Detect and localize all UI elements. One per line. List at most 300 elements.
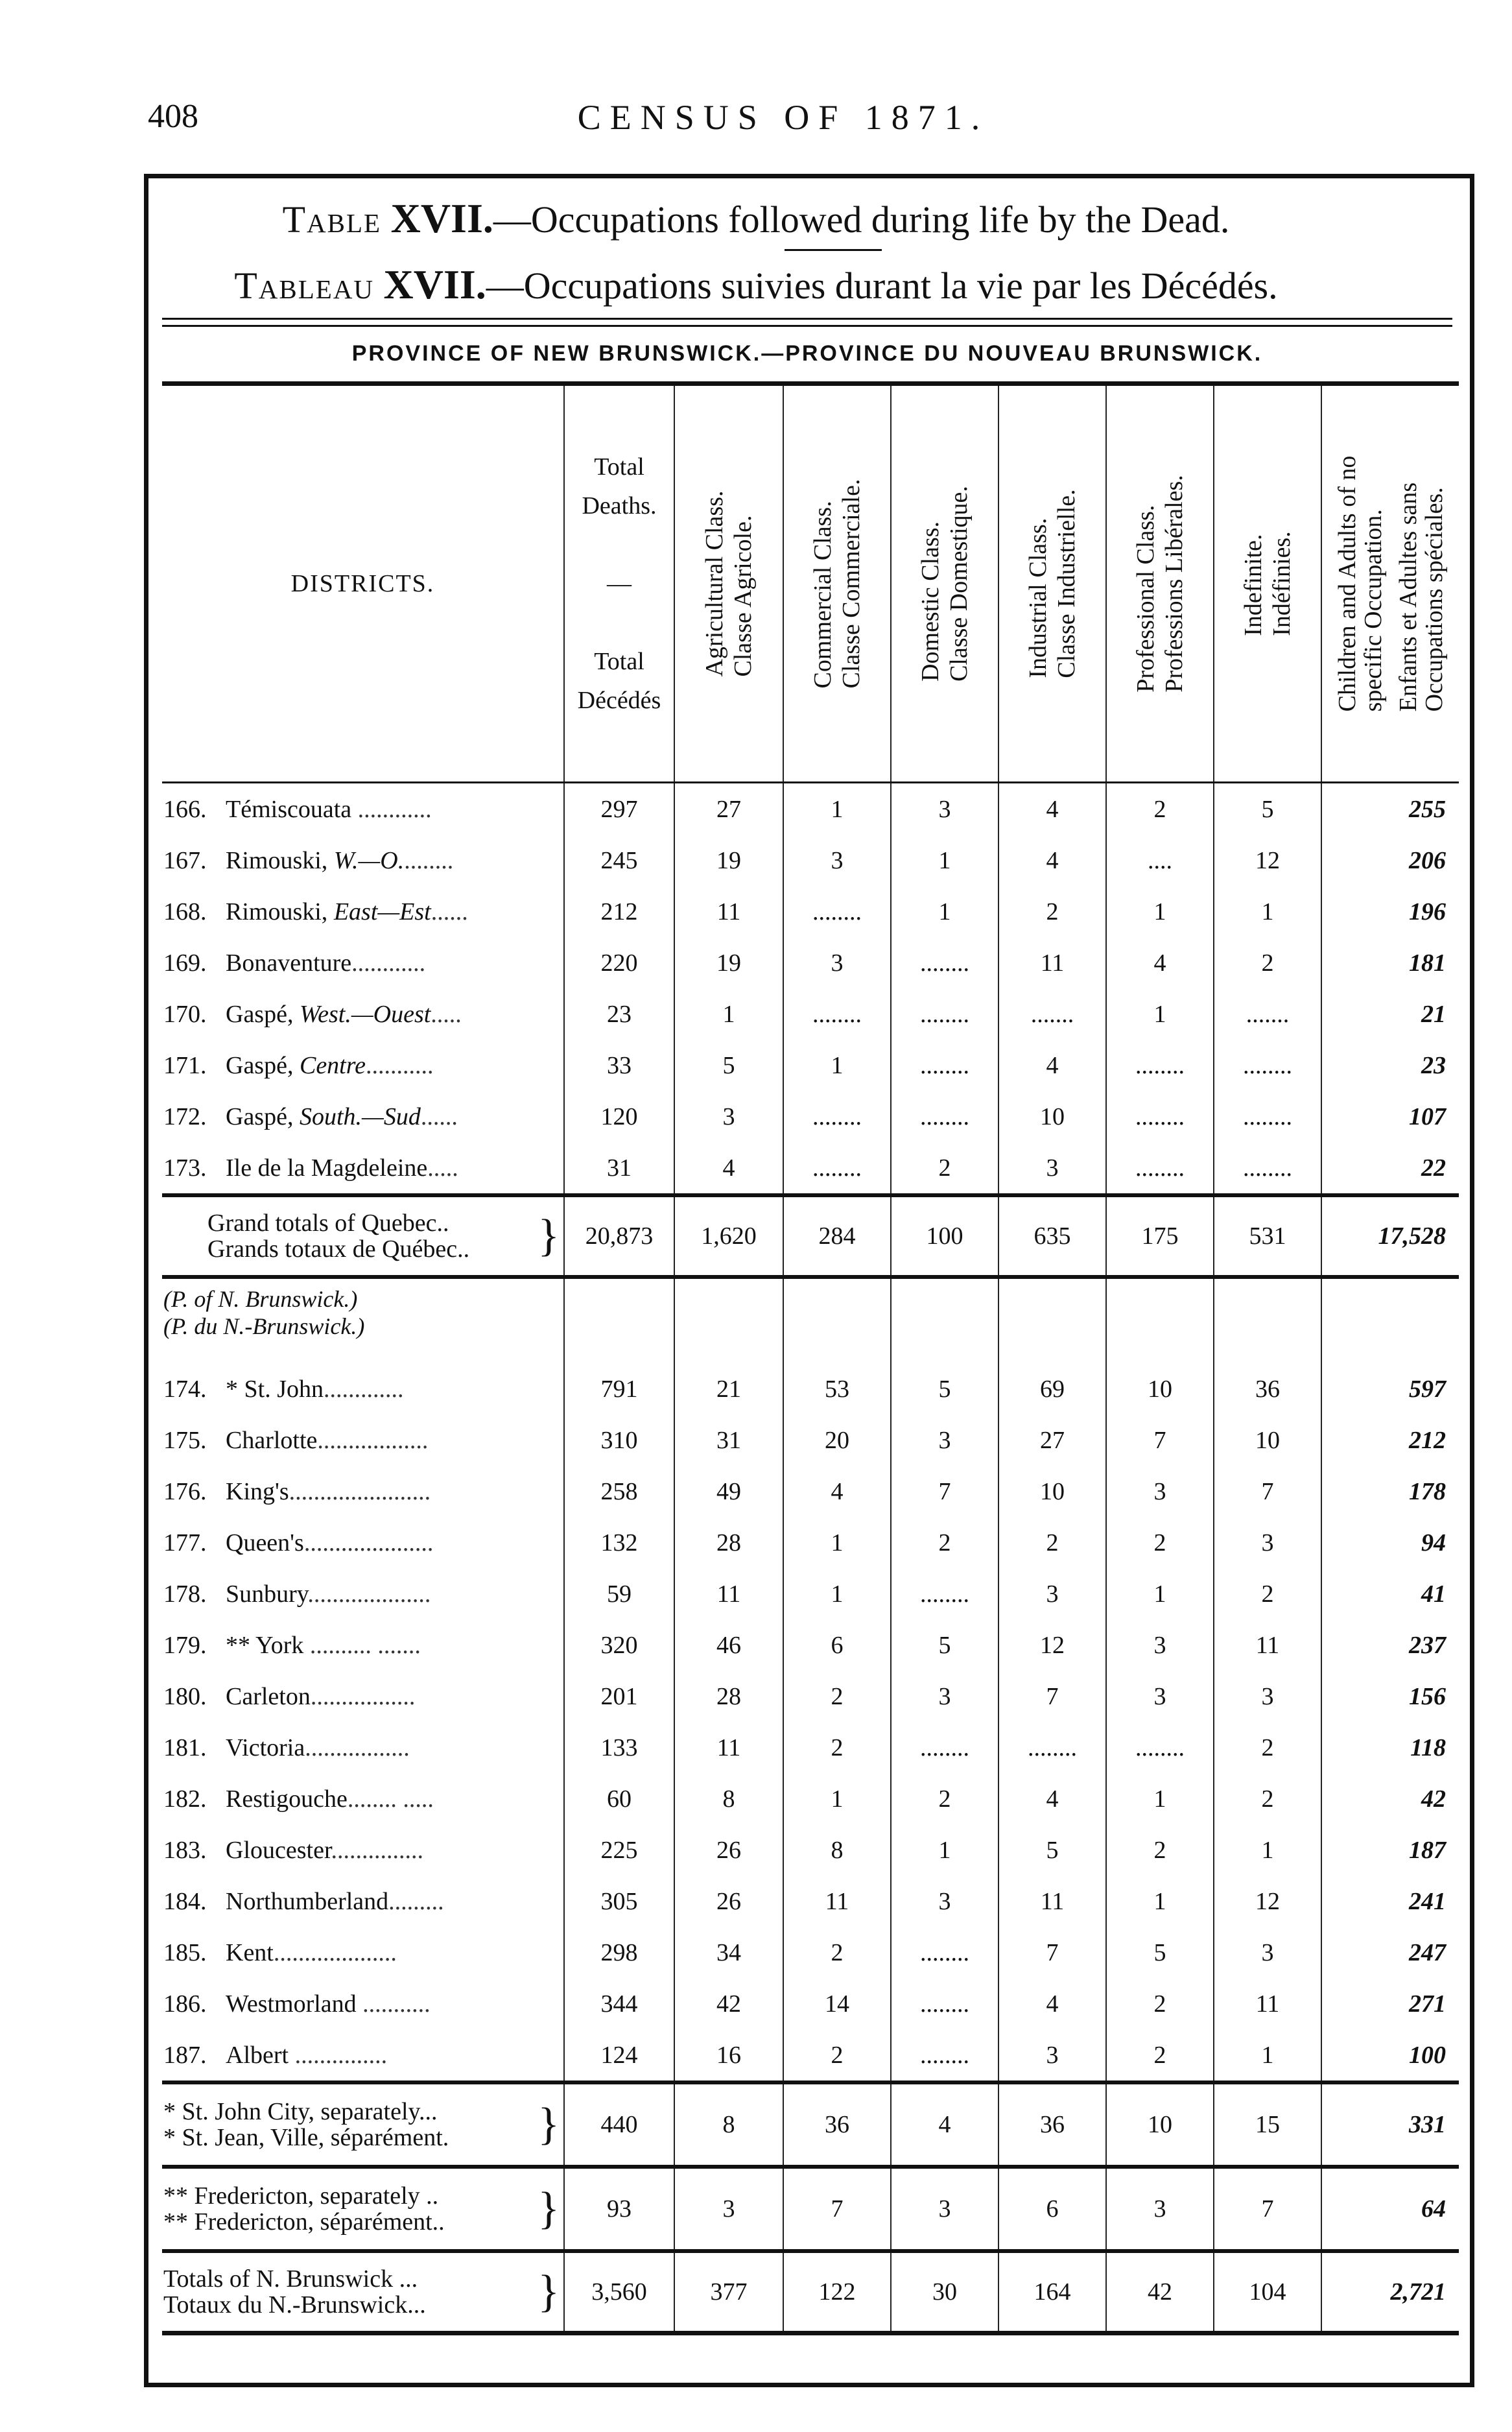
- cell-indefinite: ........: [1214, 1040, 1321, 1091]
- cell-children: 196: [1321, 886, 1459, 937]
- table-row: [162, 1671, 1459, 1722]
- cell-children: 2,721: [1321, 2251, 1459, 2333]
- row-index: 186.: [163, 1990, 207, 2018]
- district-name: [162, 2029, 564, 2082]
- cell-agricultural: 26: [674, 1876, 783, 1927]
- row-index: 179.: [163, 1631, 207, 1659]
- district-label: Queen's: [226, 1529, 304, 1556]
- cell-industrial: 11: [998, 1876, 1106, 1927]
- district-label: Kent: [226, 1938, 274, 1966]
- district-suffix: Centre: [299, 1051, 366, 1079]
- cell-total: 225: [564, 1824, 674, 1876]
- cell-children: 331: [1321, 2082, 1459, 2167]
- nb-heading-fr: (P. du N.-Brunswick.): [163, 1313, 365, 1339]
- cell-professional: 5: [1106, 1927, 1214, 1978]
- cell-professional: 2: [1106, 1978, 1214, 2029]
- quebec-totals-label: [162, 1195, 564, 1277]
- cell-indefinite: 531: [1214, 1195, 1321, 1277]
- province-heading: PROVINCE OF NEW BRUNSWICK.—PROVINCE DU NOUVEAU BRUNSWICK.: [351, 341, 1263, 366]
- district-label: King's: [226, 1477, 289, 1505]
- cell-indefinite: .......: [1214, 988, 1321, 1040]
- leader-dots: ...............: [331, 1836, 424, 1864]
- table-row: [162, 1414, 1459, 1466]
- nb-heading-en: (P. of N. Brunswick.): [163, 1286, 358, 1312]
- col-commercial-en: Commercial Class.: [809, 501, 836, 689]
- cell-commercial: 3: [783, 937, 891, 988]
- col-agricultural-en: Agricultural Class.: [701, 490, 728, 677]
- cell-professional: ........: [1106, 1142, 1214, 1195]
- cell-professional: 3: [1106, 2167, 1214, 2251]
- col-industrial-fr: Classe Industrielle.: [1053, 489, 1080, 678]
- district-name: [162, 1978, 564, 2029]
- row-index: 177.: [163, 1529, 207, 1556]
- cell-agricultural: 46: [674, 1619, 783, 1671]
- cell-total: 3,560: [564, 2251, 674, 2333]
- cell-children: 178: [1321, 1466, 1459, 1517]
- cell-industrial: 4: [998, 1773, 1106, 1824]
- nb-totals-row: [162, 2251, 1459, 2333]
- district-label: Ile de la Magdeleine: [226, 1154, 428, 1182]
- cell-commercial: 1: [783, 783, 891, 835]
- cell-professional: 175: [1106, 1195, 1214, 1277]
- cell-total: 132: [564, 1517, 674, 1568]
- cell-agricultural: 21: [674, 1363, 783, 1414]
- cell-professional: 2: [1106, 1824, 1214, 1876]
- cell-agricultural: 377: [674, 2251, 783, 2333]
- cell-children: 271: [1321, 1978, 1459, 2029]
- cell-indefinite: 11: [1214, 1619, 1321, 1671]
- cell-commercial: 20: [783, 1414, 891, 1466]
- cell-industrial: 2: [998, 1517, 1106, 1568]
- col-total-fr: Total Décédés: [577, 648, 661, 714]
- table-row: [162, 1363, 1459, 1414]
- district-name: [162, 1414, 564, 1466]
- leader-dots: .................: [305, 1734, 410, 1761]
- cell-domestic: ........: [891, 1978, 998, 2029]
- cell-domestic: 3: [891, 783, 998, 835]
- cell-total: 33: [564, 1040, 674, 1091]
- table-row: [162, 1619, 1459, 1671]
- cell-industrial: 4: [998, 835, 1106, 886]
- district-label: Rimouski,: [226, 846, 334, 874]
- row-index: 187.: [163, 2041, 207, 2069]
- cell-indefinite: 7: [1214, 2167, 1321, 2251]
- cell-children: 64: [1321, 2167, 1459, 2251]
- cell-industrial: 5: [998, 1824, 1106, 1876]
- table-row: [162, 835, 1459, 886]
- leader-dots: .........: [388, 1887, 444, 1915]
- col-total: [564, 384, 674, 783]
- title-roman-fr: XVII.: [383, 261, 486, 307]
- district-name: [162, 1363, 564, 1414]
- district-label: Charlotte: [226, 1426, 318, 1454]
- district-label: Sunbury: [226, 1580, 308, 1608]
- col-districts: DISTRICTS.: [162, 384, 564, 783]
- cell-commercial: 6: [783, 1619, 891, 1671]
- leader-dots: .............: [323, 1375, 404, 1403]
- cell-indefinite: ........: [1214, 1091, 1321, 1142]
- cell-commercial: 2: [783, 1722, 891, 1773]
- cell-industrial: 3: [998, 1568, 1106, 1619]
- nb-totals-label: [162, 2251, 564, 2333]
- district-label: Gaspé,: [226, 1103, 300, 1130]
- cell-professional: 4: [1106, 937, 1214, 988]
- row-index: 171.: [163, 1051, 207, 1079]
- col-commercial: [783, 384, 891, 783]
- district-name: [162, 1091, 564, 1142]
- col-professional-fr: Professions Libérales.: [1161, 475, 1188, 693]
- cell-total: 245: [564, 835, 674, 886]
- cell-industrial: 3: [998, 2029, 1106, 2082]
- row-index: 174.: [163, 1375, 207, 1403]
- district-suffix: East—Est: [333, 898, 431, 925]
- cell-domestic: 30: [891, 2251, 998, 2333]
- cell-indefinite: 15: [1214, 2082, 1321, 2167]
- cell-professional: 2: [1106, 1517, 1214, 1568]
- col-professional-en: Professional Class.: [1132, 505, 1159, 693]
- col-industrial-en: Industrial Class.: [1024, 518, 1052, 678]
- cell-children: 42: [1321, 1773, 1459, 1824]
- row-index: 181.: [163, 1734, 207, 1761]
- cell-professional: 2: [1106, 783, 1214, 835]
- district-name: [162, 1773, 564, 1824]
- cell-children: 212: [1321, 1414, 1459, 1466]
- cell-total: 258: [564, 1466, 674, 1517]
- cell-domestic: 2: [891, 1142, 998, 1195]
- cell-agricultural: 5: [674, 1040, 783, 1091]
- table-row: [162, 1722, 1459, 1773]
- col-domestic-en: Domestic Class.: [917, 521, 944, 682]
- cell-commercial: 1: [783, 1568, 891, 1619]
- cell-agricultural: 11: [674, 1722, 783, 1773]
- page-header: [148, 91, 1419, 143]
- row-index: 182.: [163, 1785, 207, 1813]
- cell-industrial: 3: [998, 1142, 1106, 1195]
- table-row: [162, 1517, 1459, 1568]
- cell-industrial: 27: [998, 1414, 1106, 1466]
- district-name: [162, 1722, 564, 1773]
- table-row: [162, 1466, 1459, 1517]
- double-rule: [162, 318, 1452, 327]
- cell-agricultural: 1: [674, 988, 783, 1040]
- district-name: [162, 1619, 564, 1671]
- cell-total: 133: [564, 1722, 674, 1773]
- row-index: 184.: [163, 1887, 207, 1915]
- cell-professional: 7: [1106, 1414, 1214, 1466]
- leader-dots: .....................: [303, 1529, 434, 1556]
- cell-commercial: 11: [783, 1876, 891, 1927]
- table-row: [162, 1824, 1459, 1876]
- table-row: [162, 886, 1459, 937]
- cell-total: 124: [564, 2029, 674, 2082]
- cell-industrial: 10: [998, 1466, 1106, 1517]
- cell-children: 23: [1321, 1040, 1459, 1091]
- cell-domestic: ........: [891, 988, 998, 1040]
- cell-domestic: ........: [891, 1927, 998, 1978]
- cell-agricultural: 42: [674, 1978, 783, 2029]
- cell-domestic: 4: [891, 2082, 998, 2167]
- cell-domestic: 5: [891, 1363, 998, 1414]
- col-total-en: Total Deaths.: [582, 453, 657, 519]
- cell-domestic: ........: [891, 937, 998, 988]
- col-children-en-2: specific Occupation.: [1359, 509, 1387, 712]
- cell-professional: ........: [1106, 1091, 1214, 1142]
- cell-agricultural: 28: [674, 1517, 783, 1568]
- district-suffix: South.—Sud: [299, 1103, 421, 1130]
- table-row: [162, 1927, 1459, 1978]
- district-label: Témiscouata: [226, 795, 352, 823]
- cell-industrial: 7: [998, 1671, 1106, 1722]
- cell-agricultural: 3: [674, 2167, 783, 2251]
- cell-children: 41: [1321, 1568, 1459, 1619]
- cell-commercial: ........: [783, 886, 891, 937]
- district-label: Northumberland: [226, 1887, 389, 1915]
- cell-domestic: ........: [891, 1722, 998, 1773]
- cell-children: 118: [1321, 1722, 1459, 1773]
- title-french: [0, 261, 1512, 309]
- row-index: 169.: [163, 949, 207, 977]
- cell-domestic: ........: [891, 1568, 998, 1619]
- city-label-fr: * St. Jean, Ville, séparément.: [163, 2124, 449, 2151]
- cell-industrial: 11: [998, 937, 1106, 988]
- cell-professional: 3: [1106, 1671, 1214, 1722]
- cell-commercial: 36: [783, 2082, 891, 2167]
- col-children: [1321, 384, 1459, 783]
- leader-dots: ......: [420, 1103, 458, 1130]
- row-index: 183.: [163, 1836, 207, 1864]
- cell-indefinite: 10: [1214, 1414, 1321, 1466]
- cell-domestic: 1: [891, 835, 998, 886]
- cell-domestic: 3: [891, 1876, 998, 1927]
- city-row-fredericton: [162, 2167, 1459, 2251]
- row-index: 176.: [163, 1477, 207, 1505]
- district-label: Carleton: [226, 1682, 311, 1710]
- cell-commercial: 1: [783, 1773, 891, 1824]
- district-name: [162, 1568, 564, 1619]
- row-index: 175.: [163, 1426, 207, 1454]
- cell-total: 59: [564, 1568, 674, 1619]
- cell-commercial: 2: [783, 1927, 891, 1978]
- table-row: [162, 988, 1459, 1040]
- cell-agricultural: 1,620: [674, 1195, 783, 1277]
- city-label-en: * St. John City, separately...: [163, 2098, 438, 2125]
- col-agricultural-fr: Classe Agricole.: [729, 515, 757, 677]
- col-children-en-1: Children and Adults of no: [1333, 455, 1361, 712]
- col-total-dash: —: [607, 570, 632, 597]
- cell-agricultural: 27: [674, 783, 783, 835]
- cell-indefinite: 11: [1214, 1978, 1321, 2029]
- district-name: [162, 1876, 564, 1927]
- cell-children: 241: [1321, 1876, 1459, 1927]
- cell-professional: 1: [1106, 886, 1214, 937]
- cell-total: 93: [564, 2167, 674, 2251]
- cell-total: 212: [564, 886, 674, 937]
- district-label: Gaspé,: [226, 1051, 300, 1079]
- table-row: [162, 1568, 1459, 1619]
- cell-children: 22: [1321, 1142, 1459, 1195]
- cell-total: 298: [564, 1927, 674, 1978]
- cell-professional: 1: [1106, 1773, 1214, 1824]
- leader-dots: ...........: [356, 1990, 431, 2018]
- cell-industrial: 4: [998, 1978, 1106, 2029]
- quebec-totals-en: Grand totals of Quebec..: [207, 1210, 449, 1237]
- cell-commercial: 284: [783, 1195, 891, 1277]
- cell-professional: 1: [1106, 1568, 1214, 1619]
- cell-professional: 42: [1106, 2251, 1214, 2333]
- cell-indefinite: 5: [1214, 783, 1321, 835]
- district-suffix: W.—O.: [333, 846, 405, 874]
- district-suffix: West.—Ouest: [299, 1000, 431, 1028]
- table-row: [162, 1978, 1459, 2029]
- table-row: [162, 783, 1459, 835]
- table-row: [162, 2029, 1459, 2082]
- district-name: [162, 937, 564, 988]
- cell-agricultural: 16: [674, 2029, 783, 2082]
- col-domestic-fr: Classe Domestique.: [945, 486, 973, 682]
- cell-agricultural: 3: [674, 1091, 783, 1142]
- district-label: Gloucester: [226, 1836, 331, 1864]
- occupations-table: [162, 381, 1459, 2335]
- col-children-fr-1: Enfants et Adultes sans: [1394, 482, 1422, 712]
- row-index: 185.: [163, 1938, 207, 1966]
- cell-commercial: 1: [783, 1040, 891, 1091]
- brace: }: [537, 2099, 560, 2149]
- title-label-fr: Tableau: [234, 265, 375, 307]
- leader-dots: ..................: [317, 1426, 429, 1454]
- cell-commercial: 53: [783, 1363, 891, 1414]
- cell-indefinite: 2: [1214, 937, 1321, 988]
- leader-dots: .................: [310, 1682, 416, 1710]
- cell-agricultural: 4: [674, 1142, 783, 1195]
- cell-children: 247: [1321, 1927, 1459, 1978]
- cell-indefinite: 3: [1214, 1671, 1321, 1722]
- cell-children: 187: [1321, 1824, 1459, 1876]
- district-name: [162, 1517, 564, 1568]
- district-name: [162, 1671, 564, 1722]
- cell-industrial: ........: [998, 1722, 1106, 1773]
- cell-domestic: 1: [891, 1824, 998, 1876]
- col-indefinite-fr: Indéfinies.: [1268, 531, 1295, 636]
- row-index: 167.: [163, 846, 207, 874]
- cell-indefinite: 2: [1214, 1568, 1321, 1619]
- leader-dots: .......... .......: [303, 1631, 421, 1659]
- cell-agricultural: 19: [674, 835, 783, 886]
- cell-domestic: 1: [891, 886, 998, 937]
- table-row: [162, 1040, 1459, 1091]
- quebec-totals-row: [162, 1195, 1459, 1277]
- cell-industrial: 164: [998, 2251, 1106, 2333]
- district-label: Albert: [226, 2041, 289, 2069]
- leader-dots: ............: [351, 795, 432, 823]
- cell-professional: 10: [1106, 1363, 1214, 1414]
- district-name: [162, 783, 564, 835]
- cell-professional: 2: [1106, 2029, 1214, 2082]
- cell-industrial: 4: [998, 783, 1106, 835]
- cell-children: 237: [1321, 1619, 1459, 1671]
- city-row-st-john: [162, 2082, 1459, 2167]
- cell-children: 206: [1321, 835, 1459, 886]
- table-body: [162, 783, 1459, 2333]
- title-divider: [785, 249, 882, 251]
- cell-agricultural: 31: [674, 1414, 783, 1466]
- cell-total: 297: [564, 783, 674, 835]
- district-label: Victoria: [226, 1734, 305, 1761]
- cell-children: 597: [1321, 1363, 1459, 1414]
- cell-domestic: ........: [891, 1091, 998, 1142]
- city-label-fr: ** Fredericton, séparément..: [163, 2208, 445, 2235]
- table-row: [162, 1142, 1459, 1195]
- page-number: 408: [148, 98, 198, 135]
- leader-dots: ........ .....: [347, 1785, 434, 1813]
- cell-professional: 1: [1106, 988, 1214, 1040]
- title-text-fr: —Occupations suivies durant la vie par les Décédés.: [486, 265, 1278, 307]
- cell-children: 107: [1321, 1091, 1459, 1142]
- cell-total: 20,873: [564, 1195, 674, 1277]
- leader-dots: ...........: [365, 1051, 434, 1079]
- cell-commercial: 1: [783, 1517, 891, 1568]
- col-industrial: [998, 384, 1106, 783]
- cell-commercial: 2: [783, 2029, 891, 2082]
- cell-total: 120: [564, 1091, 674, 1142]
- district-label: * St. John: [226, 1375, 324, 1403]
- cell-agricultural: 8: [674, 2082, 783, 2167]
- cell-agricultural: 8: [674, 1773, 783, 1824]
- row-index: 170.: [163, 1000, 207, 1028]
- cell-indefinite: 1: [1214, 1824, 1321, 1876]
- col-indefinite: [1214, 384, 1321, 783]
- leader-dots: ............: [351, 949, 426, 977]
- cell-total: 440: [564, 2082, 674, 2167]
- city-label: [162, 2082, 564, 2167]
- title-text-en: —Occupations followed during life by the Dead.: [493, 198, 1230, 241]
- leader-dots: .....: [431, 1000, 462, 1028]
- cell-professional: 10: [1106, 2082, 1214, 2167]
- cell-total: 31: [564, 1142, 674, 1195]
- district-name: [162, 1040, 564, 1091]
- cell-professional: ........: [1106, 1722, 1214, 1773]
- cell-commercial: ........: [783, 1091, 891, 1142]
- col-children-fr-2: Occupations spéciales.: [1420, 487, 1448, 712]
- row-index: 180.: [163, 1682, 207, 1710]
- leader-dots: ....................: [307, 1580, 431, 1608]
- nb-totals-fr: Totaux du N.-Brunswick...: [163, 2291, 426, 2319]
- cell-commercial: 3: [783, 835, 891, 886]
- cell-industrial: 7: [998, 1927, 1106, 1978]
- row-index: 178.: [163, 1580, 207, 1608]
- cell-indefinite: 3: [1214, 1927, 1321, 1978]
- cell-indefinite: 12: [1214, 1876, 1321, 1927]
- district-name: [162, 886, 564, 937]
- cell-indefinite: 1: [1214, 886, 1321, 937]
- table-row: [162, 1876, 1459, 1927]
- cell-total: 60: [564, 1773, 674, 1824]
- cell-children: 181: [1321, 937, 1459, 988]
- cell-agricultural: 34: [674, 1927, 783, 1978]
- cell-industrial: .......: [998, 988, 1106, 1040]
- col-indefinite-en: Indefinite.: [1240, 534, 1267, 636]
- city-label-en: ** Fredericton, separately ..: [163, 2182, 439, 2210]
- brace: }: [537, 2267, 560, 2317]
- district-label: Restigouche: [226, 1785, 348, 1813]
- cell-indefinite: 1: [1214, 2029, 1321, 2082]
- cell-commercial: ........: [783, 1142, 891, 1195]
- cell-commercial: 122: [783, 2251, 891, 2333]
- cell-indefinite: 3: [1214, 1517, 1321, 1568]
- cell-indefinite: ........: [1214, 1142, 1321, 1195]
- title-english: [0, 195, 1512, 243]
- leader-dots: ......: [431, 898, 468, 925]
- cell-commercial: ........: [783, 988, 891, 1040]
